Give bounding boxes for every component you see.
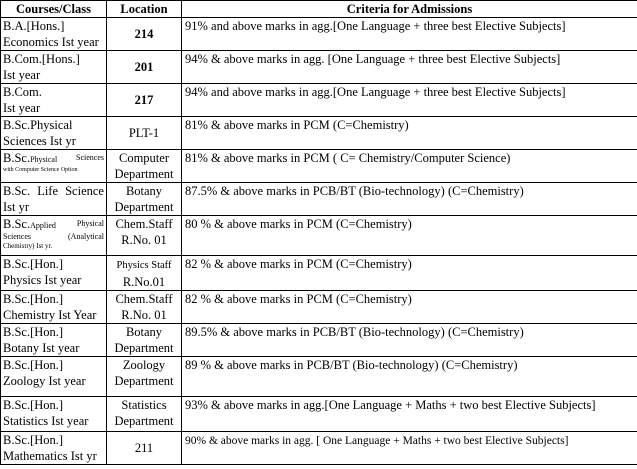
criteria-cell: 82 % & above marks in PCM (C=Chemistry) (182, 291, 637, 324)
header-courses: Courses/Class (1, 1, 107, 18)
table-row (1, 216, 637, 256)
location-cell: Statistics Department (107, 397, 182, 432)
course-cell: B.Sc.Physical Sciences Ist yr (1, 117, 107, 150)
course-cell: B.Com. Ist year (1, 84, 107, 117)
header-row (1, 1, 637, 18)
criteria-cell: 89.5% & above marks in PCB/BT (Bio-technology) (C=Chemistry) (182, 324, 637, 357)
table-row (1, 291, 637, 324)
criteria-cell: 91% and above marks in agg.[One Language + three best Elective Subjects] (182, 18, 637, 51)
table-row (1, 432, 637, 465)
criteria-cell: 81% & above marks in PCM ( C= Chemistry/Computer Science) (182, 150, 637, 183)
course-cell: B.Sc.[Hon.] Zoology Ist year (1, 357, 107, 397)
location-cell: Botany Department (107, 183, 182, 216)
header-location: Location (107, 1, 182, 18)
location-cell: 211 (107, 432, 182, 465)
table-row (1, 150, 637, 183)
table-row (1, 256, 637, 291)
course-cell: B.Sc.[Hon.] Botany Ist year (1, 324, 107, 357)
location-cell: PLT-1 (107, 117, 182, 150)
location-cell: Zoology Department (107, 357, 182, 397)
course-cell: B.Sc.[Hon.] Statistics Ist year (1, 397, 107, 432)
course-cell: B.Sc.[Hon.] Mathematics Ist yr (1, 432, 107, 465)
location-cell: Physics Staff R.No.01 (107, 256, 182, 291)
table-row (1, 51, 637, 84)
course-cell: B.Sc.Physical Sciences with Computer Science Option (1, 150, 107, 183)
criteria-cell: 94% & above marks in agg. [One Language + three best Elective Subjects] (182, 51, 637, 84)
course-cell: B.A.[Hons.] Economics Ist year (1, 18, 107, 51)
criteria-cell: 93% & above marks in agg.[One Language + Maths + two best Elective Subjects] (182, 397, 637, 432)
location-cell: Chem.Staff R.No. 01 (107, 216, 182, 256)
course-cell: B.Sc.[Hon.] Physics Ist year (1, 256, 107, 291)
location-cell: 214 (107, 18, 182, 51)
location-cell: Computer Department (107, 150, 182, 183)
table-row (1, 117, 637, 150)
criteria-cell: 81% & above marks in PCM (C=Chemistry) (182, 117, 637, 150)
course-cell: B.Sc.Applied Physical Sciences (Analytical Chemistry) Ist yr. (1, 216, 107, 256)
table-row (1, 324, 637, 357)
table-row (1, 397, 637, 432)
table-row (1, 18, 637, 51)
location-cell: Chem.Staff R.No. 01 (107, 291, 182, 324)
criteria-cell: 94% and above marks in agg.[One Language + three best Elective Subjects] (182, 84, 637, 117)
location-cell: 217 (107, 84, 182, 117)
criteria-cell: 80 % & above marks in PCM (C=Chemistry) (182, 216, 637, 256)
criteria-cell: 82 % & above marks in PCM (C=Chemistry) (182, 256, 637, 291)
criteria-cell: 87.5% & above marks in PCB/BT (Bio-technology) (C=Chemistry) (182, 183, 637, 216)
course-cell: B.Sc.[Hon.] Chemistry Ist Year (1, 291, 107, 324)
table-row (1, 84, 637, 117)
course-cell: B.Com.[Hons.] Ist year (1, 51, 107, 84)
location-cell: Botany Department (107, 324, 182, 357)
location-cell: 201 (107, 51, 182, 84)
table-row (1, 183, 637, 216)
header-criteria: Criteria for Admissions (182, 1, 637, 18)
criteria-cell: 90% & above marks in agg. [ One Language + Maths + two best Elective Subjects] (182, 432, 637, 465)
table-row (1, 357, 637, 397)
course-cell: B.Sc. Life Science Ist yr (1, 183, 107, 216)
criteria-cell: 89 % & above marks in PCB/BT (Bio-technology) (C=Chemistry) (182, 357, 637, 397)
